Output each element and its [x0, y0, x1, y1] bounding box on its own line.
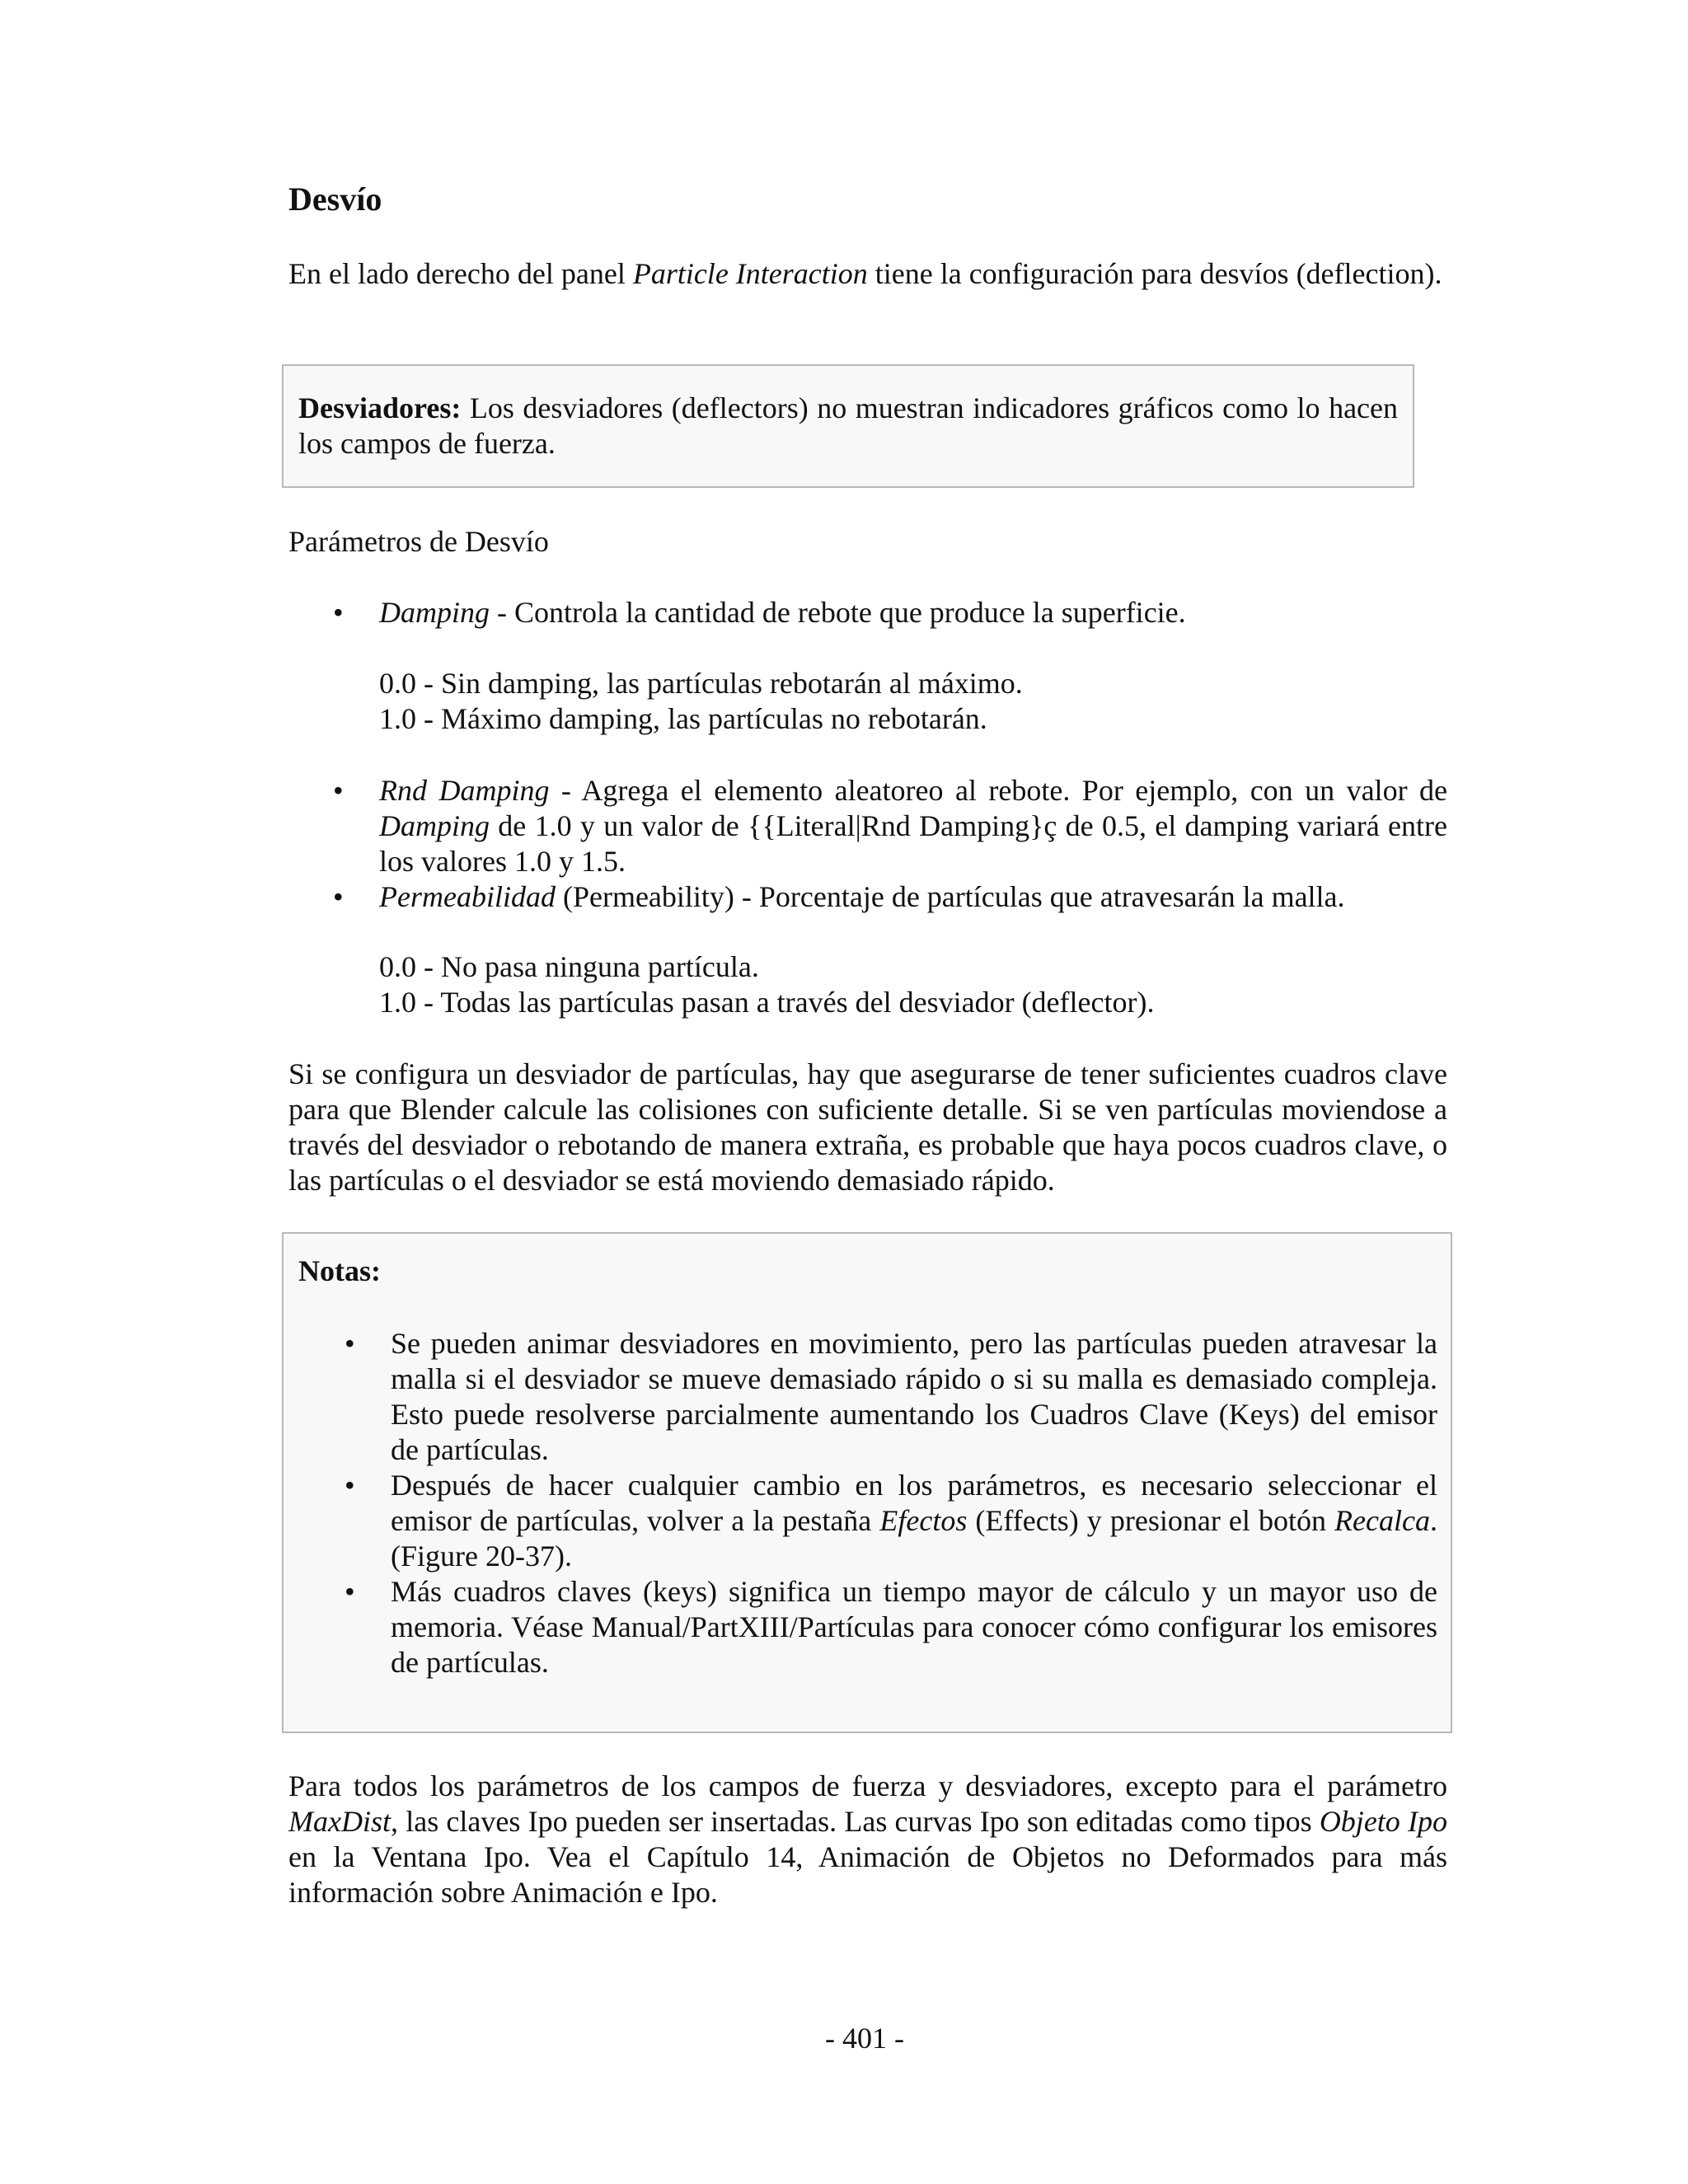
- term: MaxDist: [288, 1805, 391, 1838]
- section-heading: Desvío: [288, 180, 382, 218]
- value-line: 0.0 - No pasa ninguna partícula.: [379, 950, 759, 983]
- term: Rnd Damping: [379, 774, 550, 807]
- damping-list: [333, 595, 1447, 630]
- list-item: • Permeabilidad (Permeability) - Porcentaje de partículas que atravesarán la malla.: [333, 880, 1345, 913]
- notes-list: [345, 1326, 1437, 1680]
- bullet-icon: •: [333, 880, 344, 913]
- term: Permeabilidad: [379, 880, 556, 913]
- notes-box: [282, 1232, 1452, 1733]
- permeability-values: [379, 949, 1154, 1020]
- deflectors-note-box: [282, 364, 1414, 488]
- term: Damping: [379, 809, 490, 842]
- final-paragraph: Para todos los parámetros de los campos de fuerza y desviadores, excepto para el parámetro MaxDist, las claves Ipo pueden ser insertadas. Las curvas Ipo son editadas como tipos Objeto Ipo en la Ventana Ipo. Vea el Capítulo 14, Animación de Objetos no Deformados para más información sobre Animación e Ipo.: [288, 1769, 1448, 1909]
- intro-paragraph: En el lado derecho del panel Particle Interaction tiene la configuración para desvíos (deflection).: [288, 257, 1442, 290]
- damping-values: [379, 666, 1023, 737]
- rnd-permeability-list: [333, 773, 1447, 915]
- params-heading: Parámetros de Desvío: [288, 525, 549, 558]
- value-line: 1.0 - Máximo damping, las partículas no rebotarán.: [379, 702, 987, 735]
- list-item: • Más cuadros claves (keys) significa un tiempo mayor de cálculo y un mayor uso de memoria. Véase Manual/PartXIII/Partículas para conocer cómo configurar los emisores de partículas.: [345, 1575, 1437, 1679]
- list-item: • Se pueden animar desviadores en movimiento, pero las partículas pueden atravesar la malla si el desviador se mueve demasiado rápido o si su malla es demasiado compleja. Esto puede resolverse parcialmente aumentando los Cuadros Clave (Keys) del emisor de partículas.: [345, 1327, 1437, 1466]
- page-number: - 401 -: [825, 2022, 904, 2055]
- list-item: • Rnd Damping - Agrega el elemento aleatoreo al rebote. Por ejemplo, con un valor de Damping de 1.0 y un valor de {{Literal|Rnd Damping}ç de 0.5, el damping variará entre los valores 1.0 y 1.5.: [333, 774, 1447, 878]
- note-text: Los desviadores (deflectors) no muestran indicadores gráficos como lo hacen los campos de fuerza.: [298, 391, 1398, 460]
- bullet-icon: •: [345, 1327, 355, 1360]
- value-line: 1.0 - Todas las partículas pasan a través del desviador (deflector).: [379, 986, 1155, 1019]
- term: Recalca: [1334, 1504, 1430, 1537]
- term: Objeto Ipo: [1319, 1805, 1448, 1838]
- list-item: • Damping - Controla la cantidad de rebote que produce la superficie.: [333, 596, 1186, 629]
- bullet-icon: •: [345, 1469, 355, 1502]
- notes-label: Notas:: [298, 1254, 381, 1287]
- term: Damping: [379, 596, 490, 629]
- panel-name: Particle Interaction: [632, 257, 868, 290]
- bullet-icon: •: [345, 1575, 355, 1608]
- term: Efectos: [879, 1504, 968, 1537]
- value-line: 0.0 - Sin damping, las partículas rebotarán al máximo.: [379, 667, 1023, 700]
- keyframes-paragraph: Si se configura un desviador de partículas, hay que asegurarse de tener suficientes cuadros clave para que Blender calcule las colisiones con suficiente detalle. Si se ven partículas moviendose a través del desviador o rebotando de manera extraña, es probable que haya pocos cuadros clave, o las partículas o el desviador se está moviendo demasiado rápido.: [288, 1057, 1447, 1197]
- bullet-icon: •: [333, 774, 344, 807]
- bullet-icon: •: [333, 596, 344, 629]
- note-label: Desviadores:: [298, 391, 462, 424]
- list-item: • Después de hacer cualquier cambio en los parámetros, es necesario seleccionar el emisor de partículas, volver a la pestaña Efectos (Effects) y presionar el botón Recalca. (Figure 20-37).: [345, 1469, 1437, 1572]
